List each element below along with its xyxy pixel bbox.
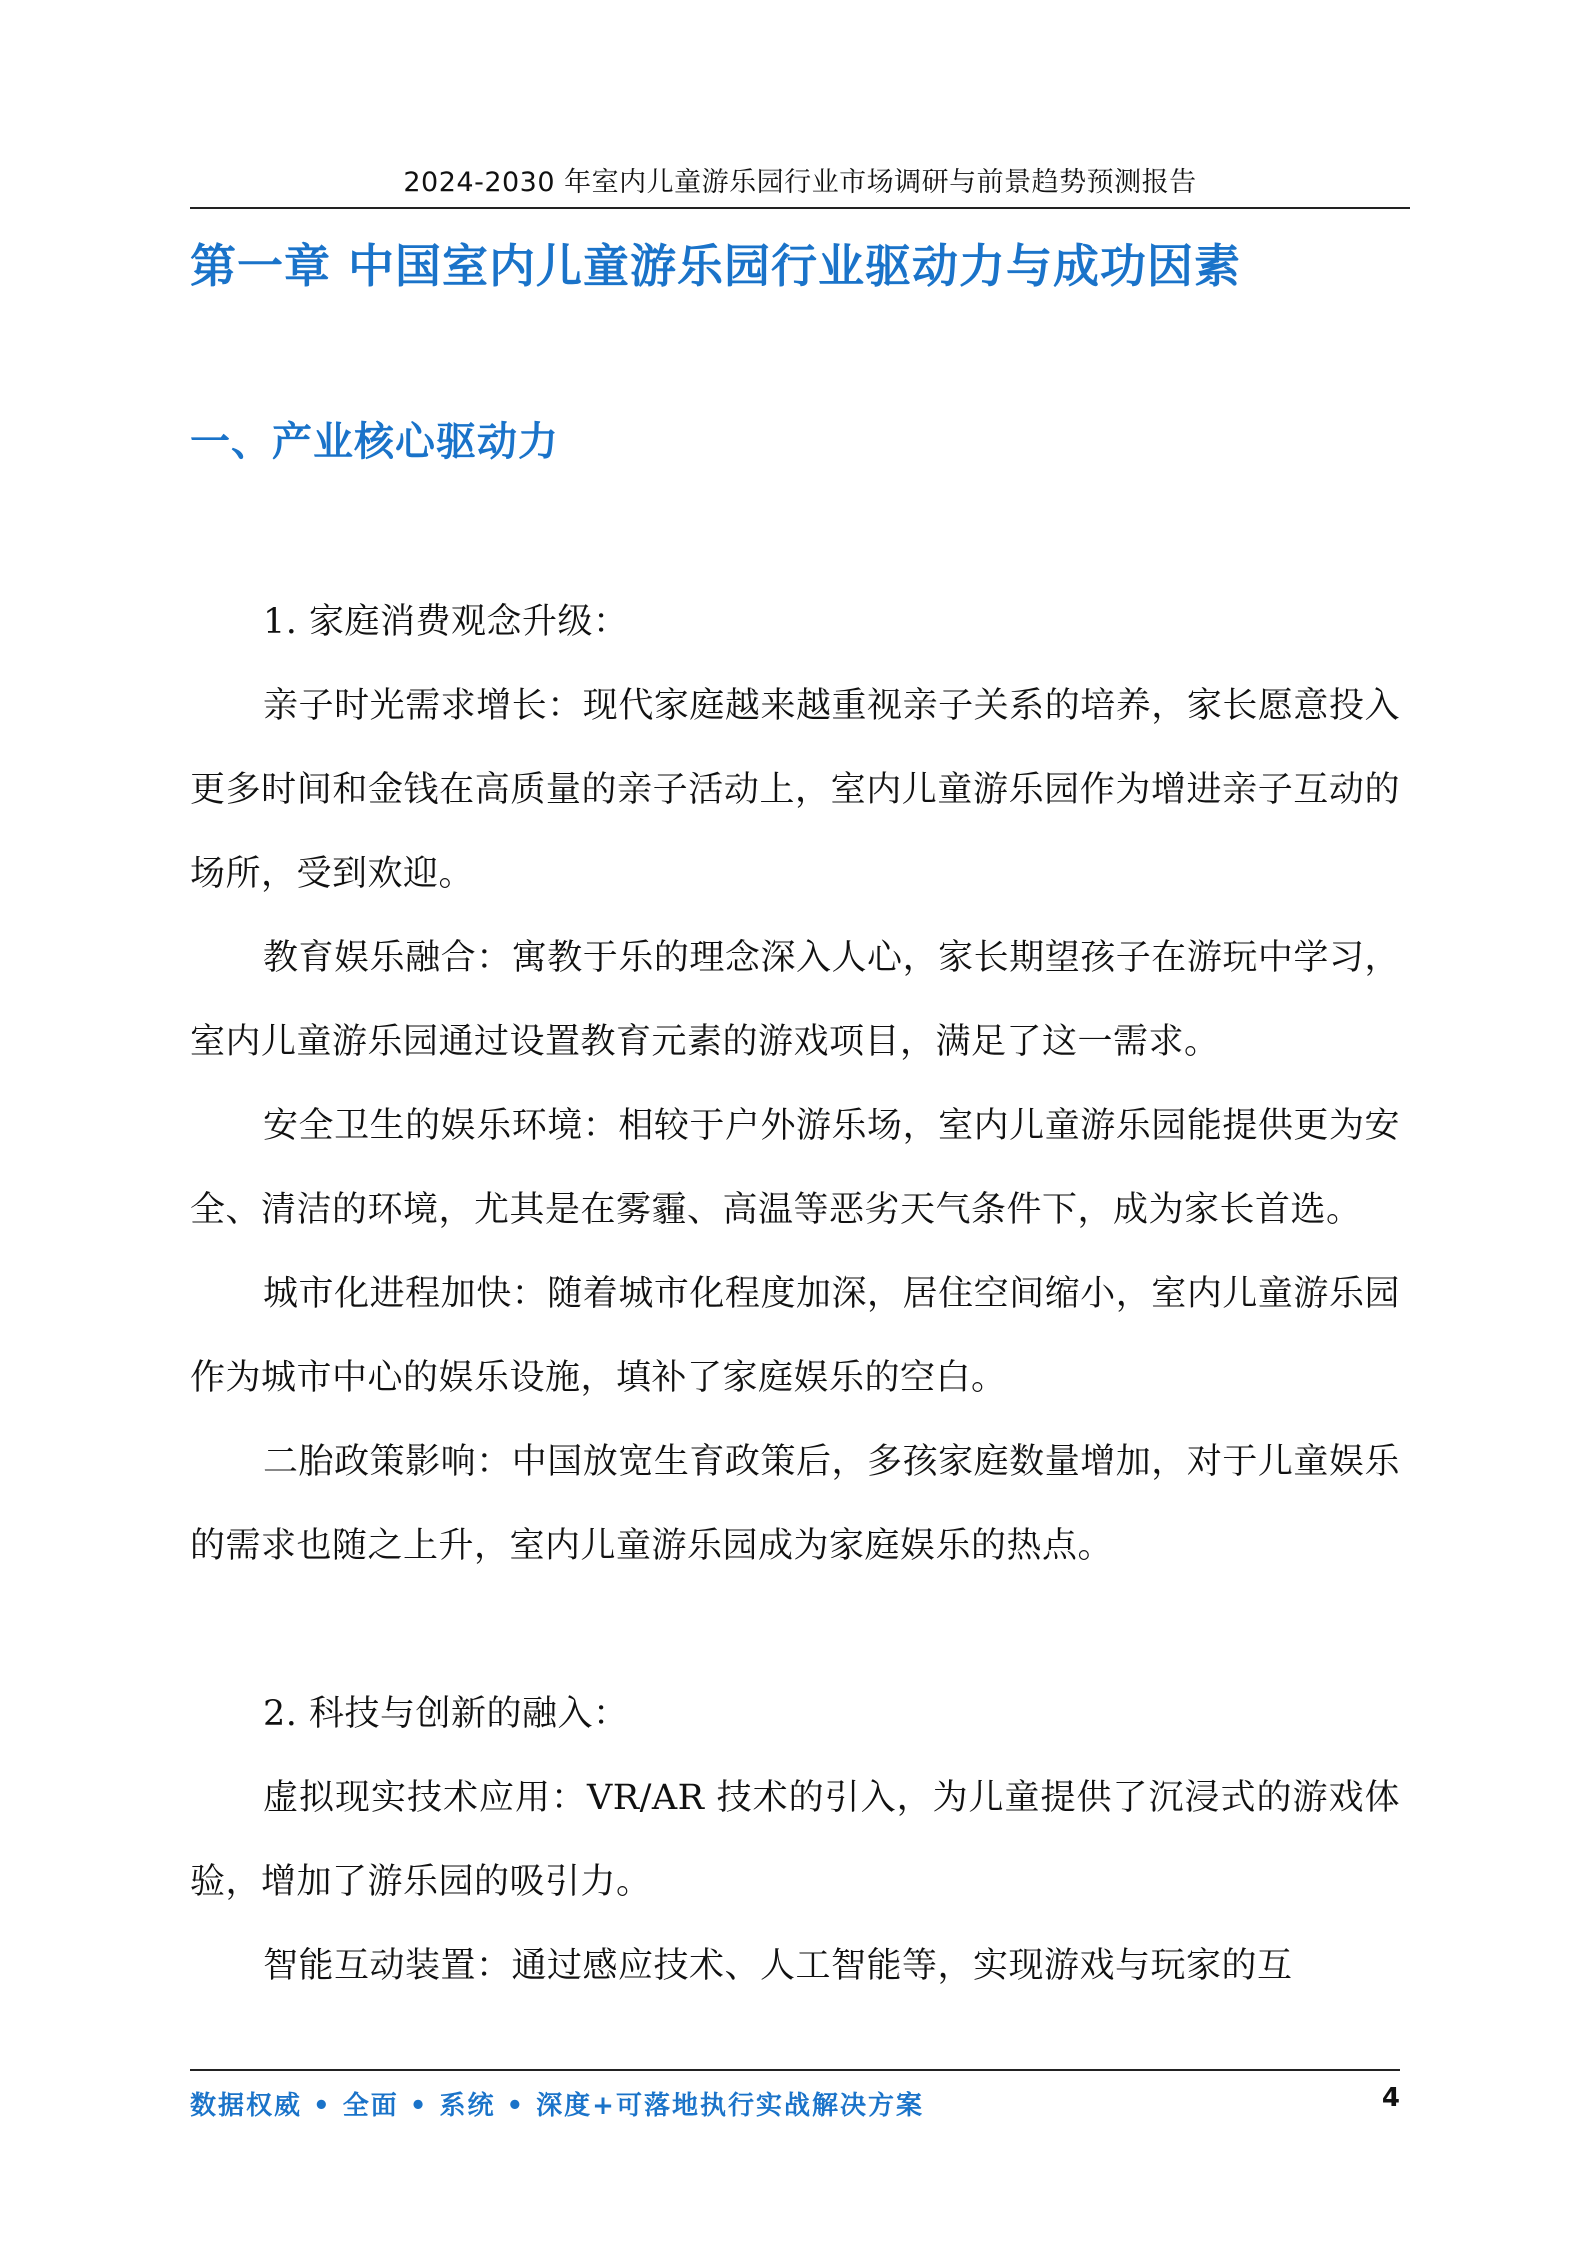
paragraph-gap <box>190 1588 1400 1672</box>
running-header-title: 2024-2030 年室内儿童游乐园行业市场调研与前景趋势预测报告 <box>403 167 1197 198</box>
paragraph: 智能互动装置：通过感应技术、人工智能等，实现游戏与玩家的互 <box>263 1946 1293 1986</box>
chapter-title: 第一章 中国室内儿童游乐园行业驱动力与成功因素 <box>190 239 1242 293</box>
paragraph: 二胎政策影响：中国放宽生育政策后，多孩家庭数量增加，对于儿童娱乐的需求也随之上升，室内儿童游乐园成为家庭娱乐的热点。 <box>190 1442 1400 1566</box>
paragraph: 安全卫生的娱乐环境：相较于户外游乐场，室内儿童游乐园能提供更为安全、清洁的环境，尤其是在雾霾、高温等恶劣天气条件下，成为家长首选。 <box>190 1106 1400 1230</box>
body-text <box>190 580 1400 2008</box>
paragraph: 城市化进程加快：随着城市化程度加深，居住空间缩小，室内儿童游乐园作为城市中心的娱乐设施，填补了家庭娱乐的空白。 <box>190 1274 1400 1398</box>
header-divider <box>190 207 1410 209</box>
paragraph: 亲子时光需求增长：现代家庭越来越重视亲子关系的培养，家长愿意投入更多时间和金钱在高质量的亲子活动上，室内儿童游乐园作为增进亲子互动的场所，受到欢迎。 <box>190 686 1400 894</box>
item-heading-2: 2. 科技与创新的融入： <box>263 1694 629 1734</box>
footer-slogan: 数据权威 • 全面 • 系统 • 深度+可落地执行实战解决方案 <box>190 2091 924 2121</box>
section-title: 一、产业核心驱动力 <box>190 419 559 465</box>
item-heading-1: 1. 家庭消费观念升级： <box>263 602 629 642</box>
footer-divider <box>190 2069 1400 2071</box>
paragraph: 虚拟现实技术应用：VR/AR 技术的引入，为儿童提供了沉浸式的游戏体验，增加了游乐园的吸引力。 <box>190 1778 1400 1902</box>
paragraph: 教育娱乐融合：寓教于乐的理念深入人心，家长期望孩子在游玩中学习，室内儿童游乐园通过设置教育元素的游戏项目，满足了这一需求。 <box>190 938 1400 1062</box>
page-number: 4 <box>1381 2083 1400 2113</box>
